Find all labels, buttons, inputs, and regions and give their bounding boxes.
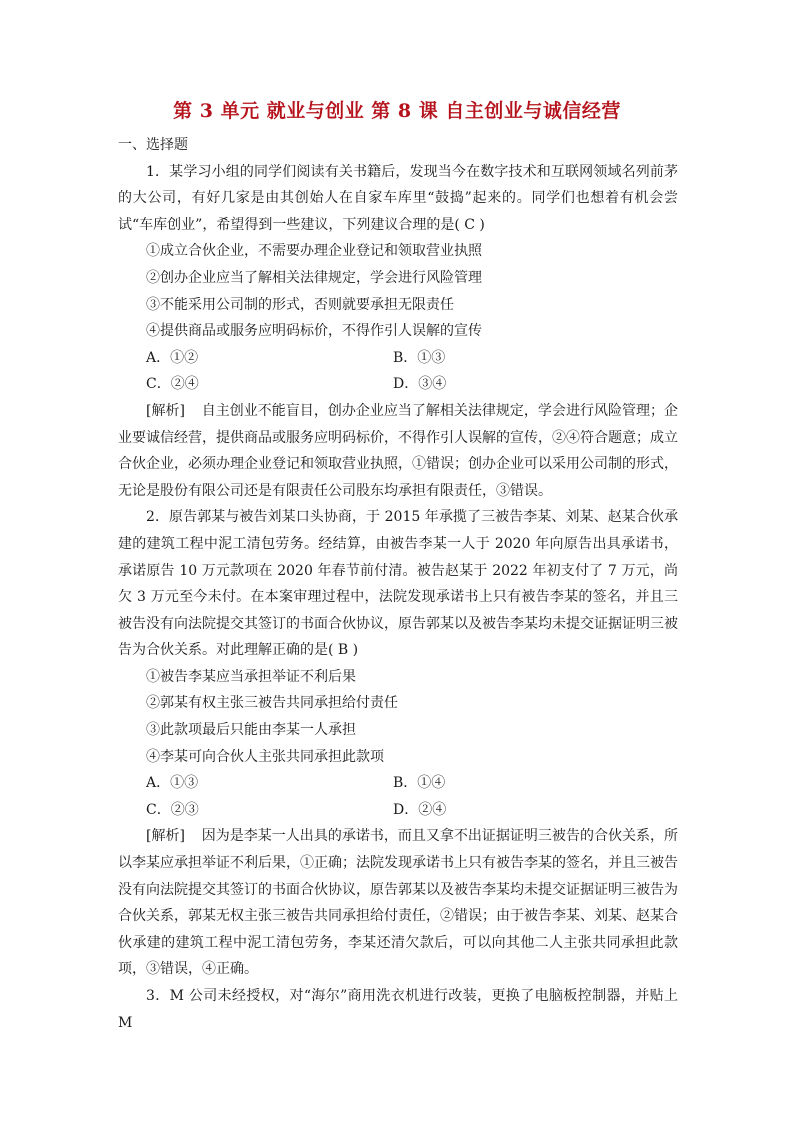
question-1-choices-row (118, 371, 678, 398)
choice-a: A．①② (146, 349, 199, 366)
choice-c: C．②④ (146, 376, 199, 393)
question-2-stem: 2．原告郭某与被告刘某口头协商，于 2015 年承揽了三被告李某、刘某、赵某合伙承建的建筑工程中泥工清包劳务。经结算，由被告李某一人于 2020 年向原告出具承诺书，承诺原告 10 万元款项在 2020 年春节前付清。被告赵某于 2022 年初支付了 7 万元，尚欠 3 万元至今未付。在本案审理过程中，法院发现承诺书上只有被告李某的签名，并且三被告没有向法院提交其签订的书面合伙协议，原告郭某以及被告李某均未提交证据证明三被告为合伙关系。对此理解正确的是( B ) (118, 509, 678, 659)
question-1-item: ②创办企业应当了解相关法律规定，学会进行风险管理 (146, 269, 482, 286)
question-1-stem: 1．某学习小组的同学们阅读有关书籍后，发现当今在数字技术和互联网领域名列前茅的大公司，有好几家是由其创始人在自家车库里“鼓捣”起来的。同学们也想着有机会尝试“车库创业”，希望得到一些建议，下列建议合理的是( C ) (118, 163, 678, 233)
analysis-tag: [解析] (146, 402, 185, 419)
choice-b: B．①③ (393, 349, 446, 366)
analysis-tag: [解析] (146, 828, 185, 845)
question-1-choices-row (118, 345, 678, 372)
section-heading: 一、选择题 (118, 137, 188, 153)
analysis-text: 自主创业不能盲目，创办企业应当了解相关法律规定，学会进行风险管理；企业要诚信经营，提供商品或服务应明码标价，不得作引人误解的宣传，②④符合题意；成立合伙企业，必须办理企业登记和领取营业执照，①错误；创办企业可以采用公司制的形式，无论是股份有限公司还是有限责任公司股东均承担有限责任，③错误。 (118, 402, 678, 499)
question-1-item: ③不能采用公司制的形式，否则就要承担无限责任 (146, 296, 454, 313)
question-2-item: ①被告李某应当承担举证不利后果 (146, 668, 356, 685)
page-title: 第 3 单元 就业与创业 第 8 课 自主创业与诚信经营 (173, 100, 621, 122)
choice-d: D．③④ (393, 376, 447, 393)
question-1-item: ④提供商品或服务应明码标价，不得作引人误解的宣传 (146, 323, 482, 340)
question-2-choices-row (118, 797, 678, 824)
choice-d: D．②④ (393, 801, 447, 818)
question-3-stem: 3．M 公司未经授权，对“海尔”商用洗衣机进行改装，更换了电脑板控制器，并贴上 M (118, 988, 678, 1031)
question-2-item: ②郭某有权主张三被告共同承担给付责任 (146, 695, 398, 712)
document-body (118, 132, 678, 1036)
choice-c: C．②③ (146, 801, 199, 818)
question-2-item: ③此款项最后只能由李某一人承担 (146, 722, 356, 739)
question-1-analysis (118, 398, 678, 504)
choice-a: A．①③ (146, 775, 199, 792)
question-2-analysis (118, 823, 678, 983)
analysis-text: 因为是李某一人出具的承诺书，而且又拿不出证据证明三被告的合伙关系，所以李某应承担举证不利后果，①正确；法院发现承诺书上只有被告李某的签名，并且三被告没有向法院提交其签订的书面合伙协议，原告郭某以及被告李某均未提交证据证明三被告为合伙关系，郭某无权主张三被告共同承担给付责任，②错误；由于被告李某、刘某、赵某合伙承建的建筑工程中泥工清包劳务，李某还清欠款后，可以向其他二人主张共同承担此款项，③错误，④正确。 (118, 828, 678, 978)
question-1-item: ①成立合伙企业，不需要办理企业登记和领取营业执照 (146, 243, 482, 260)
question-2-choices-row (118, 770, 678, 797)
choice-b: B．①④ (393, 775, 446, 792)
question-2-item: ④李某可向合伙人主张共同承担此款项 (146, 748, 384, 765)
